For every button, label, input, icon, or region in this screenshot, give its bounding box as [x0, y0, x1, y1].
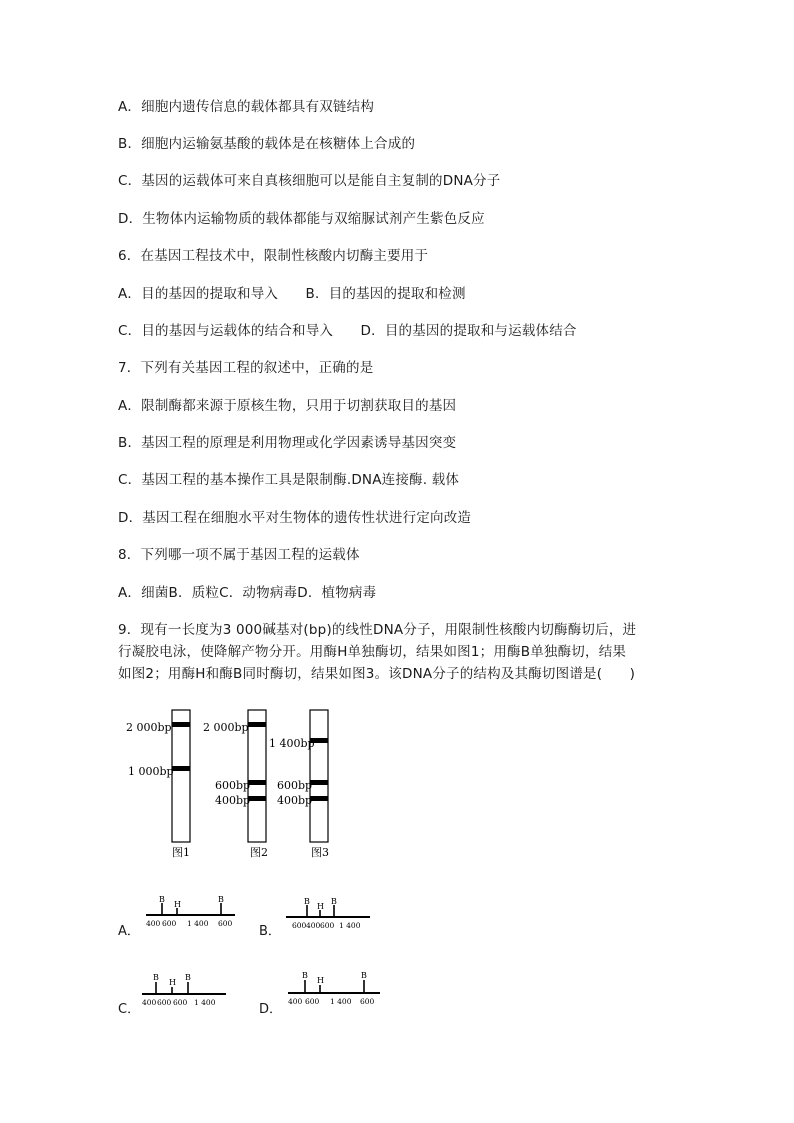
- fragment-length: 1 400: [330, 997, 352, 1006]
- gel-band: [310, 780, 328, 785]
- option-line: A．目的基因的提取和导入 B．目的基因的提取和检测: [118, 286, 466, 302]
- question-9-line: 行凝胶电泳，使降解产物分开。用酶H单独酶切，结果如图1；用酶B单独酶切，结果: [118, 644, 627, 660]
- fragment-length: 400: [142, 998, 157, 1007]
- option-line: D．基因工程在细胞水平对生物体的遗传性状进行定向改造: [118, 510, 472, 526]
- option-line: A．细菌B．质粒C．动物病毒D．植物病毒: [118, 585, 377, 601]
- fragment-length: 1 400: [339, 921, 361, 930]
- fragment-length: 600: [173, 998, 188, 1007]
- option-line: C．目的基因与运载体的结合和导入 D．目的基因的提取和与运载体结合: [118, 323, 577, 339]
- fragment-length: 600: [360, 997, 375, 1006]
- option-d-map: [284, 968, 384, 1012]
- fragment-length: 600: [320, 921, 335, 930]
- enzyme-b-label: B: [304, 897, 310, 906]
- gel-band: [172, 766, 190, 771]
- gel-label: 600bp: [277, 779, 313, 792]
- fragment-length: 400: [306, 921, 321, 930]
- gel-label: 2 000bp: [126, 721, 172, 734]
- enzyme-b-label: B: [185, 973, 191, 982]
- gel-lane-1: [172, 710, 190, 842]
- fragment-length: 1 400: [194, 998, 216, 1007]
- enzyme-b-label: B: [153, 973, 159, 982]
- fragment-length: 400: [146, 919, 161, 928]
- option-line: D．生物体内运输物质的载体都能与双缩脲试剂产生紫色反应: [118, 211, 485, 227]
- fragment-length: 600: [305, 997, 320, 1006]
- fragment-length: 600: [292, 921, 307, 930]
- option-a-map: [143, 893, 239, 937]
- option-a-letter: A．: [118, 924, 140, 939]
- gel-band: [310, 796, 328, 801]
- gel-label: 2 000bp: [203, 721, 249, 734]
- fragment-length: 600: [218, 919, 233, 928]
- gel-label: 1 400bp: [269, 737, 315, 750]
- fragment-length: 400: [288, 997, 303, 1006]
- question-9-line: 如图2；用酶H和酶B同时酶切，结果如图3。该DNA分子的结构及其酶切图谱是( ): [118, 666, 636, 682]
- gel-band: [172, 722, 190, 727]
- question-7: 7．下列有关基因工程的叙述中，正确的是: [118, 360, 374, 376]
- enzyme-h-label: H: [317, 976, 324, 985]
- enzyme-b-label: B: [218, 895, 224, 904]
- option-c-map: [140, 970, 230, 1014]
- enzyme-h-label: H: [317, 902, 324, 911]
- gel-lane-3: [310, 710, 328, 842]
- gel-band: [248, 780, 266, 785]
- gel-label: 600bp: [215, 779, 251, 792]
- option-c-letter: C．: [118, 1002, 141, 1017]
- question-8: 8．下列哪一项不属于基因工程的运载体: [118, 547, 360, 563]
- gel-label: 400bp: [277, 794, 313, 807]
- fragment-length: 600: [157, 998, 172, 1007]
- enzyme-b-label: B: [302, 971, 308, 980]
- fragment-length: 600: [162, 919, 177, 928]
- option-d-letter: D．: [259, 1002, 283, 1017]
- enzyme-b-label: B: [361, 971, 367, 980]
- gel-lane-2: [248, 710, 266, 842]
- enzyme-b-label: B: [331, 897, 337, 906]
- gel-label: 400bp: [215, 794, 251, 807]
- option-line: B．细胞内运输氨基酸的载体是在核糖体上合成的: [118, 136, 416, 152]
- option-line: A．细胞内遗传信息的载体都具有双链结构: [118, 99, 375, 115]
- option-line: B．基因工程的原理是利用物理或化学因素诱导基因突变: [118, 435, 457, 451]
- gel-figure: [120, 700, 350, 865]
- option-line: C．基因工程的基本操作工具是限制酶.DNA连接酶. 载体: [118, 472, 460, 488]
- option-line: A．限制酶都来源于原核生物，只用于切割获取目的基因: [118, 398, 457, 414]
- gel-band: [248, 722, 266, 727]
- fragment-length: 1 400: [187, 919, 209, 928]
- option-b-letter: B．: [259, 924, 281, 939]
- gel-caption: 图3: [311, 846, 329, 859]
- gel-caption: 图1: [172, 846, 190, 859]
- question-6: 6．在基因工程技术中，限制性核酸内切酶主要用于: [118, 248, 429, 264]
- question-9-line: 9．现有一长度为3 000碱基对(bp)的线性DNA分子，用限制性核酸内切酶酶切后，进: [118, 622, 637, 638]
- option-line: C．基因的运载体可来自真核细胞可以是能自主复制的DNA分子: [118, 173, 501, 189]
- enzyme-h-label: H: [169, 978, 176, 987]
- enzyme-b-label: B: [159, 895, 165, 904]
- gel-caption: 图2: [250, 846, 268, 859]
- question-9: [118, 619, 678, 685]
- gel-label: 1 000bp: [128, 765, 174, 778]
- enzyme-h-label: H: [174, 900, 181, 909]
- option-b-map: [284, 897, 374, 937]
- gel-band: [248, 796, 266, 801]
